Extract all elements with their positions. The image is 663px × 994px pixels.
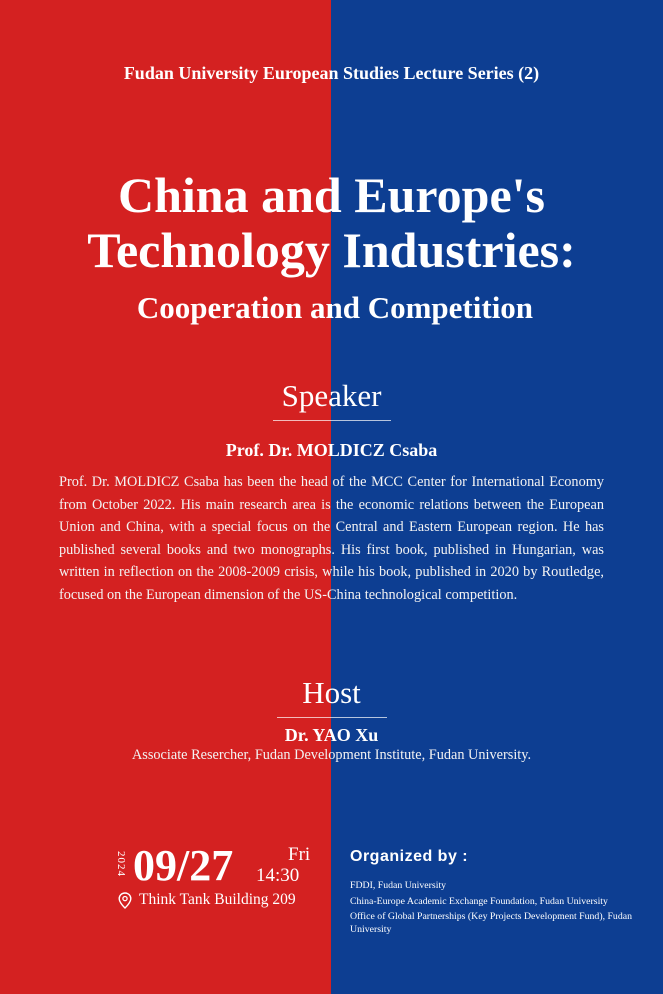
- event-date: 09/27: [133, 841, 234, 890]
- host-divider: [277, 717, 387, 718]
- host-name: Dr. YAO Xu: [284, 725, 379, 745]
- event-year: 2024: [115, 851, 127, 877]
- speaker-divider: [273, 420, 391, 421]
- speaker-bio: Prof. Dr. MOLDICZ Csaba has been the head of the MCC Center for International Economy from October 2022. His main research area is the economic relations between the European Union and China, with a special focus on the Central and Eastern European region. He has published several books and two monographs. His first book, published in Hungarian, was written in reflection on the 2008-2009 crisis, while his book, published in 2020 by Routledge, focused on the European dimension of the US-China technological competition.: [59, 474, 604, 603]
- speaker-heading: Speaker: [281, 378, 382, 413]
- organizer-item: FDDI, Fudan University: [350, 880, 447, 891]
- host-heading: Host: [302, 675, 361, 710]
- host-role: Associate Resercher, Fudan Development Institute, Fudan University.: [131, 747, 532, 763]
- event-weekday: Fri: [288, 844, 311, 865]
- organizer-item: Office of Global Partnerships (Key Projects Development Fund), Fudan University: [350, 911, 632, 935]
- series-title: Fudan University European Studies Lecture Series (2): [123, 63, 540, 83]
- event-time: 14:30: [256, 865, 300, 886]
- event-venue: Think Tank Building 209: [139, 891, 296, 908]
- organizers-heading: Organized by :: [350, 848, 469, 865]
- lecture-subtitle: Cooperation and Competition: [136, 290, 534, 325]
- speaker-name: Prof. Dr. MOLDICZ Csaba: [225, 440, 438, 460]
- title-line-1: China and Europe's: [117, 167, 546, 223]
- organizers-list: [350, 880, 650, 939]
- title-line-2: Technology Industries:: [87, 222, 576, 278]
- lecture-title: [0, 168, 663, 278]
- organizer-item: China-Europe Academic Exchange Foundation, Fudan University: [350, 895, 608, 907]
- location-pin-icon: [118, 892, 132, 909]
